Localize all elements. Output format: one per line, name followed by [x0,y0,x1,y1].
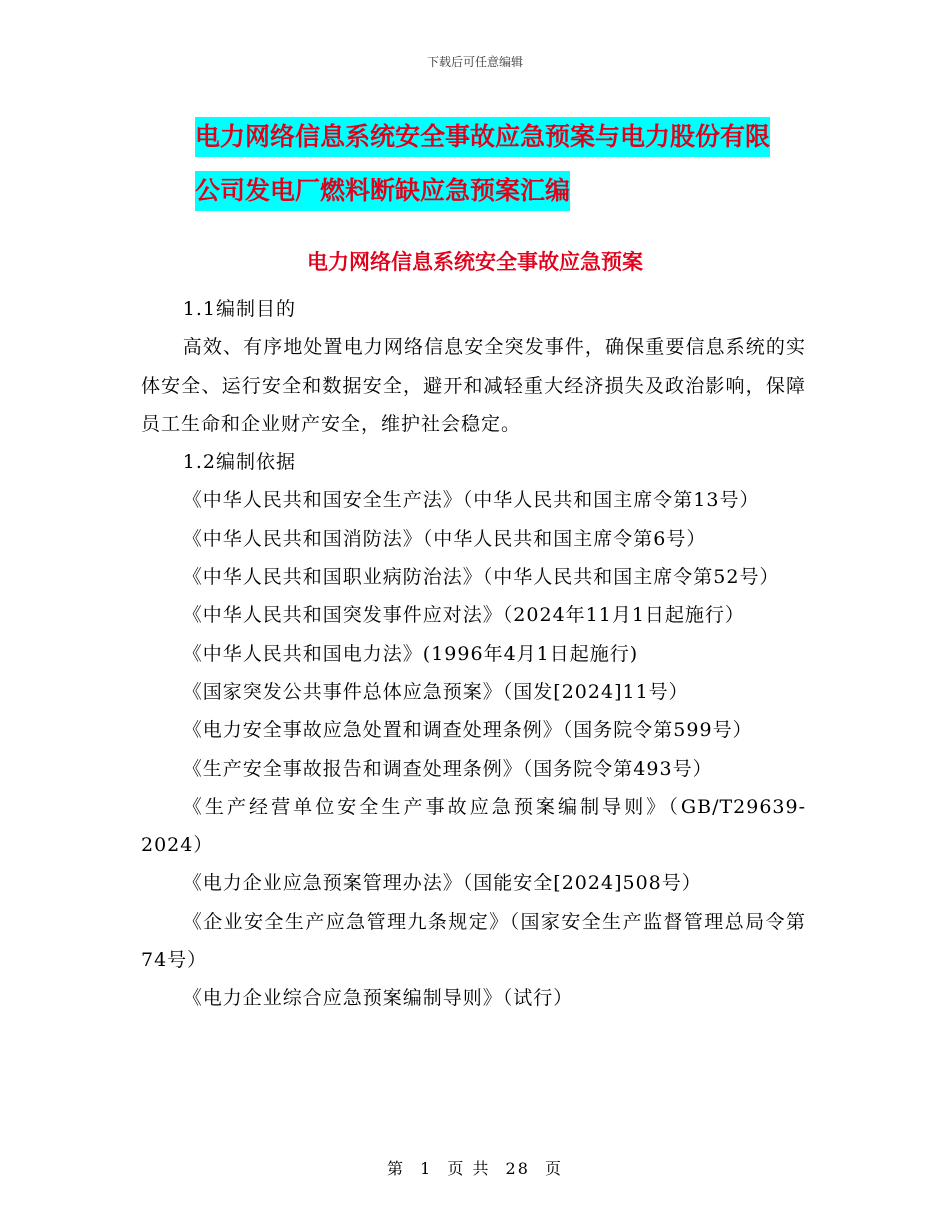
header-note: 下载后可任意编辑 [426,55,523,69]
paragraph: 《国家突发公共事件总体应急预案》（国发[2024]11号） [182,680,689,703]
document-title-line-1: 电力网络信息系统安全事故应急预案与电力股份有限 [195,117,770,157]
document-title [195,110,815,218]
paragraph: 《电力企业应急预案管理办法》（国能安全[2024]508号） [182,872,702,895]
footer-page-number: 1 [420,1159,433,1178]
paragraph: 《中华人民共和国职业病防治法》（中华人民共和国主席令第52号） [182,566,780,589]
paragraph: 《企业安全生产应急管理九条规定》（国家安全生产监督管理总局令第74号） [141,910,806,972]
paragraph: 高效、有序地处置电力网络信息安全突发事件，确保重要信息系统的实体安全、运行安全和数据安全，避开和减轻重大经济损失及政治影响，保障员工生命和企业财产安全，维护社会稳定。 [141,336,806,435]
paragraph: 《生产安全事故报告和调查处理条例》（国务院令第493号） [182,757,713,780]
paragraph: 1.2编制依据 [182,451,297,474]
paragraph: 《电力安全事故应急处置和调查处理条例》（国务院令第599号） [182,719,753,742]
section-title: 电力网络信息系统安全事故应急预案 [307,250,643,274]
paragraph: 《中华人民共和国消防法》（中华人民共和国主席令第6号） [182,527,707,550]
document-title-line-2: 公司发电厂燃料断缺应急预案汇编 [195,171,570,211]
paragraph: 《生产经营单位安全生产事故应急预案编制导则》（GB/T29639-2024） [141,795,806,857]
paragraph: 《中华人民共和国安全生产法》（中华人民共和国主席令第13号） [182,489,760,512]
paragraph: 《电力企业综合应急预案编制导则》（试行） [182,987,574,1010]
paragraph: 1.1编制目的 [182,298,297,320]
footer-prefix: 第 [386,1159,405,1178]
paragraph: 《中华人民共和国电力法》(1996年4月1日起施行) [182,642,639,665]
body-text [141,290,806,1018]
footer-total-pages: 28 [505,1159,530,1178]
paragraph: 《中华人民共和国突发事件应对法》（2024年11月1日起施行） [182,604,745,627]
footer-suffix: 页 [545,1159,564,1178]
page-footer [0,1156,950,1179]
footer-middle: 页 共 [447,1159,491,1178]
